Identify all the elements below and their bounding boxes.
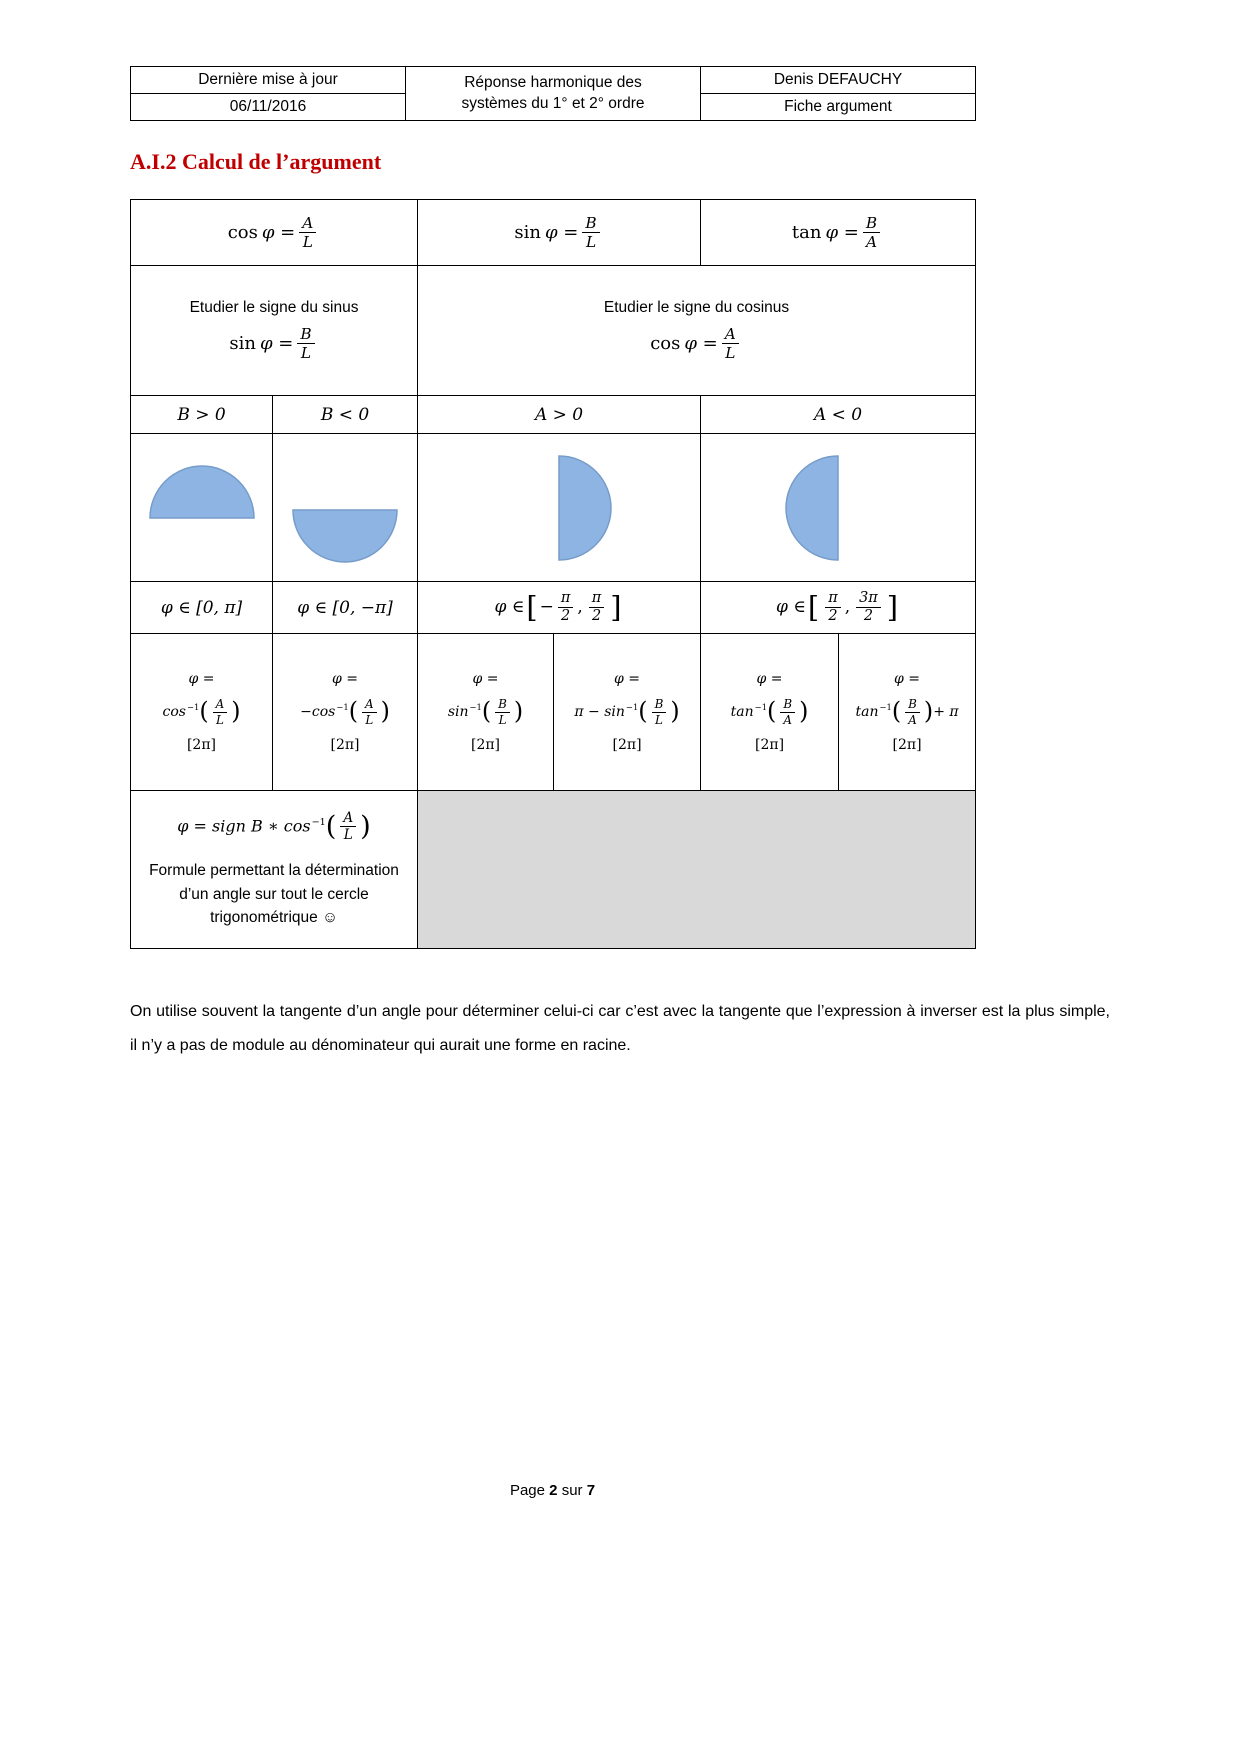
header-author: Denis DEFAUCHY <box>701 67 976 94</box>
fraction <box>589 590 605 626</box>
math-function: tan <box>855 704 879 720</box>
header-doc-type: Fiche argument <box>701 94 976 121</box>
denominator: 2 <box>558 607 574 625</box>
denominator: L <box>213 712 228 727</box>
row-half-discs <box>131 434 976 582</box>
row-solutions <box>131 634 976 791</box>
denominator: A <box>905 712 920 727</box>
footer-page-label: Page <box>509 1482 545 1499</box>
solution-modulo: [2π] <box>470 736 501 753</box>
numerator: A <box>364 697 374 712</box>
solution-cell-3 <box>418 634 554 791</box>
solution-lhs: φ = <box>614 671 641 688</box>
solution-cell-4 <box>554 634 701 791</box>
denominator: L <box>652 712 667 727</box>
math-function: tan <box>791 221 822 243</box>
header-updated-label: Dernière mise à jour <box>131 67 406 94</box>
open-paren: ( <box>638 697 648 726</box>
header-doc-title-line1: Réponse harmonique des <box>464 73 642 91</box>
fraction <box>213 697 228 727</box>
math-var: φ = <box>825 221 859 243</box>
denominator: L <box>340 826 356 843</box>
shape-cell-a-positive <box>418 434 701 582</box>
general-formula <box>134 810 414 844</box>
solution-lhs: φ = <box>472 671 499 688</box>
math-var: φ ∈ <box>776 597 806 617</box>
formula-cos <box>227 213 321 251</box>
solution-modulo: [2π] <box>186 736 217 753</box>
half-disc-upper-icon <box>147 463 257 521</box>
numerator: π <box>591 589 602 606</box>
solution-lhs: φ = <box>332 671 358 688</box>
formula-sin <box>514 213 603 251</box>
formula-tan <box>791 213 884 251</box>
formula-sin-cell <box>418 200 701 266</box>
numerator: B <box>585 213 597 232</box>
solution-modulo: [2π] <box>755 736 785 753</box>
solution-modulo: [2π] <box>612 736 642 753</box>
open-paren: ( <box>767 697 777 726</box>
header-table <box>130 66 976 121</box>
interval-expression <box>776 589 900 625</box>
argument-table <box>130 199 976 949</box>
condition-a-positive: A > 0 <box>418 396 701 434</box>
interval-expression <box>494 589 623 625</box>
fraction <box>722 325 739 363</box>
general-formula-note: Formule permettant la détermination d’un angle sur tout le cercle trigonométrique ☺ <box>149 862 399 926</box>
body-paragraph: On utilise souvent la tangente d’un angle pour déterminer celui-ci car c’est avec la tangente que l’expression à inverser est la plus simple, il n’y a pas de module au dénominateur qui aurait une forme en racine. <box>130 1003 1110 1054</box>
fraction <box>582 214 599 252</box>
open-paren: ( <box>348 697 358 726</box>
exponent: −1 <box>879 702 892 713</box>
study-cosinus-formula <box>421 325 972 363</box>
denominator: L <box>722 343 739 362</box>
open-bracket: [ <box>526 590 538 625</box>
open-bracket: [ <box>807 590 820 625</box>
exponent: −1 <box>311 816 326 828</box>
solution-cell-2 <box>273 634 418 791</box>
math-var: φ = <box>259 332 294 354</box>
condition-b-negative: B < 0 <box>273 396 418 434</box>
fraction <box>856 590 881 626</box>
denominator: L <box>495 712 510 727</box>
open-paren: ( <box>325 811 337 843</box>
math-function: sin <box>229 332 256 354</box>
numerator: A <box>302 213 314 232</box>
close-paren: ) <box>380 697 390 726</box>
minus-sign: − <box>539 597 554 617</box>
half-disc-lower-icon <box>290 507 400 565</box>
denominator: L <box>297 343 314 362</box>
denominator: L <box>362 712 377 727</box>
fraction <box>652 697 667 727</box>
denominator: 2 <box>856 607 881 625</box>
exponent: −1 <box>625 702 639 713</box>
math-function: tan <box>730 704 754 720</box>
close-paren: ) <box>231 697 241 726</box>
interval-b-negative: φ ∈ [0, −π] <box>273 582 418 634</box>
exponent: −1 <box>754 702 768 713</box>
solution-formula <box>132 697 271 727</box>
numerator: B <box>783 697 793 712</box>
numerator: B <box>908 697 917 712</box>
header-doc-title-line2: systèmes du 1° et 2° ordre <box>461 94 645 112</box>
row-sign-conditions <box>131 396 976 434</box>
footer-page-total: 7 <box>586 1482 596 1499</box>
solution-lhs: φ = <box>188 671 215 688</box>
math-function: cos <box>650 332 681 354</box>
page-footer <box>130 1482 975 1499</box>
math-var: φ = <box>684 332 718 354</box>
numerator: 3π <box>859 589 878 606</box>
close-paren: ) <box>513 697 524 726</box>
study-sinus-label: Etudier le signe du sinus <box>189 298 359 316</box>
numerator: B <box>498 697 507 712</box>
exponent: −1 <box>336 702 349 713</box>
row-base-formulas <box>131 200 976 266</box>
general-formula-cell <box>131 791 418 949</box>
study-sinus-formula <box>134 325 414 363</box>
denominator: A <box>863 232 880 251</box>
fraction <box>297 325 314 363</box>
fraction <box>905 697 920 727</box>
math-var: φ ∈ <box>494 597 525 617</box>
math-var: + π <box>933 704 959 720</box>
solution-cell-1 <box>131 634 273 791</box>
open-paren: ( <box>199 697 209 726</box>
numerator: B <box>865 213 878 232</box>
numerator: A <box>343 809 354 826</box>
solution-formula <box>702 697 837 727</box>
condition-a-negative: A < 0 <box>701 396 976 434</box>
solution-lhs: φ = <box>894 671 921 688</box>
study-sinus-cell <box>131 266 418 396</box>
open-paren: ( <box>891 697 902 726</box>
solution-formula <box>274 697 416 727</box>
fraction <box>495 697 510 727</box>
row-intervals <box>131 582 976 634</box>
numerator: B <box>654 697 664 712</box>
solution-modulo: [2π] <box>892 736 922 753</box>
fraction <box>558 590 574 626</box>
denominator: 2 <box>589 607 605 625</box>
numerator: π <box>560 589 571 606</box>
fraction <box>340 810 356 844</box>
fraction <box>863 214 880 252</box>
close-paren: ) <box>799 697 809 726</box>
solution-cell-6 <box>839 634 976 791</box>
close-paren: ) <box>670 697 680 726</box>
numerator: A <box>724 324 736 343</box>
close-bracket: ] <box>610 590 622 625</box>
shape-cell-a-negative <box>701 434 976 582</box>
header-doc-title <box>406 67 701 121</box>
exponent: −1 <box>469 702 482 713</box>
math-function: π − sin <box>574 704 625 720</box>
exponent: −1 <box>186 702 200 713</box>
math-function: sin <box>514 221 541 243</box>
shape-cell-b-positive <box>131 434 273 582</box>
denominator: L <box>582 232 599 251</box>
numerator: B <box>300 324 312 343</box>
solution-modulo: [2π] <box>330 736 360 753</box>
close-paren: ) <box>360 811 371 843</box>
solution-lhs: φ = <box>756 671 783 688</box>
close-paren: ) <box>923 697 934 726</box>
math-function: −cos <box>300 704 336 720</box>
interval-b-positive: φ ∈ [0, π] <box>131 582 273 634</box>
math-function: cos <box>227 221 258 243</box>
formula-tan-cell <box>701 200 976 266</box>
row-study-sign <box>131 266 976 396</box>
solution-cell-5 <box>701 634 839 791</box>
denominator: A <box>780 712 795 727</box>
footer-page-number: 2 <box>549 1482 558 1499</box>
interval-a-positive <box>418 582 701 634</box>
denominator: 2 <box>825 607 841 625</box>
solution-formula <box>419 697 552 727</box>
solution-formula <box>840 697 974 727</box>
math-function: sin <box>447 704 469 720</box>
numerator: A <box>215 697 225 712</box>
footer-sur-label: sur <box>561 1482 583 1499</box>
math-function: cos <box>162 704 186 720</box>
fraction <box>299 214 316 252</box>
math-var: B ∗ cos <box>250 816 311 836</box>
condition-b-positive: B > 0 <box>131 396 273 434</box>
denominator: L <box>299 232 316 251</box>
header-row-1 <box>131 67 976 94</box>
empty-gray-cell <box>418 791 976 949</box>
comma: , <box>844 597 851 617</box>
row-general-formula <box>131 791 976 949</box>
fraction <box>780 697 795 727</box>
study-cosinus-cell <box>418 266 976 396</box>
close-bracket: ] <box>886 590 899 625</box>
half-disc-right-icon <box>556 453 614 563</box>
shape-cell-b-negative <box>273 434 418 582</box>
numerator: π <box>828 589 838 606</box>
math-var: φ = <box>544 221 579 243</box>
interval-a-negative <box>701 582 976 634</box>
study-cosinus-label: Etudier le signe du cosinus <box>603 298 790 316</box>
half-disc-left-icon <box>783 453 841 563</box>
solution-formula <box>555 697 699 727</box>
open-paren: ( <box>481 697 492 726</box>
fraction <box>825 590 841 626</box>
header-date: 06/11/2016 <box>131 94 406 121</box>
fraction <box>362 697 377 727</box>
math-var: φ = sign <box>177 816 246 836</box>
section-title: A.I.2 Calcul de l’argument <box>130 149 382 174</box>
comma: , <box>577 597 583 617</box>
formula-cos-cell <box>131 200 418 266</box>
math-var: φ = <box>261 221 296 243</box>
